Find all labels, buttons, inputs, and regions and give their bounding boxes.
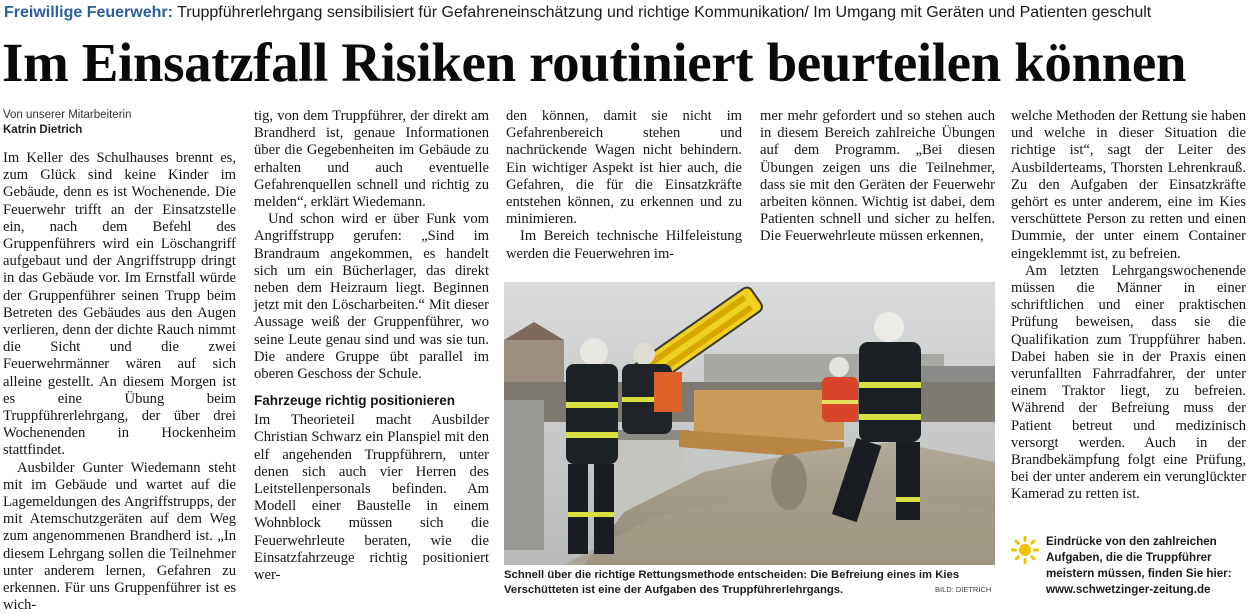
kicker-line xyxy=(4,2,1244,24)
byline-prefix: Von unserer Mitarbeiterin xyxy=(3,109,132,121)
article-column-1 xyxy=(3,108,236,614)
paragraph: Ausbilder Gunter Wiedemann steht mit im Gebäude und wartet auf die Lagemeldungen des Angriffstrupps, der mit Atemschutzgeräten auf dem Weg zum angenommenen Brandherd ist. „In diesem Lehrgang sollen die Teilnehmer unter anderem lernen, Gefahren zu erkennen. Für uns Gruppenführer ist es wich- xyxy=(3,459,236,614)
paragraph: Im Bereich technische Hilfeleistung werden die Feuerwehren im- xyxy=(506,228,742,262)
article-column-3 xyxy=(506,108,742,263)
photo-illustration xyxy=(504,282,995,565)
paragraph: mer mehr gefordert und so stehen auch in diesem Bereich zahlreiche Übungen auf dem Programm. „Bei diesen Übungen zeigen uns die Teilnehmer, dass sie mit den Geräten der Feuerwehr arbeiten können. Wichtig ist dabei, dem Patienten schnell und sicher zu helfen. Die Feuerwehrleute müssen erkennen, xyxy=(760,108,995,245)
article-column-4 xyxy=(760,108,995,246)
promo-line: Aufgaben, die die Truppführer xyxy=(1046,551,1212,564)
paragraph: Am letzten Lehrgangswochenende müssen die Männer in einer schriftlichen und einer praktischen Prüfung beweisen, dass sie die Qualifikation zum Truppführer haben. Dabei haben sie in der Praxis einen verunfallten Fahrradfahrer, der unter einem Traktor liegt, zu befreien. Während der Befreiung muss der Patient betreut und medizinisch versorgt werden. Auch in der Brandbekämpfung folgt eine Prüfung, bei der unter anderem ein verunglückter Kamerad zu retten ist. xyxy=(1011,262,1246,503)
paragraph: den können, damit sie nicht im Gefahrenbereich stehen und nachrückende Wagen nicht behindern. Ein wichtiger Aspekt ist hier auch, die Gefahren, die für die Einsatzkräfte entstehen können, zu erkennen und zu minimieren. xyxy=(506,108,742,228)
article-photo xyxy=(504,282,995,565)
paragraph: Und schon wird er über Funk vom Angriffstrupp gerufen: „Sind im Brandraum angekommen, es handelt sich um ein Bücherlager, das direkt neben dem Heizraum liegt. Beginnen jetzt mit den Löscharbeiten.“ Mit dieser Aussage weiß der Gruppenführer, wo seine Leute genau sind und was sie tun. Die andere Gruppe übt parallel im oberen Geschoss der Schule. xyxy=(254,211,489,383)
sun-icon xyxy=(1011,536,1039,564)
paragraph: welche Methoden der Rettung sie haben und welche in dieser Situation die richtige ist“, sagt der Leiter des Ausbilderteams, Thorsten Lehrenkrauß. Zu den Aufgaben der Einsatzkräfte gehört es unter anderem, eine im Kies verschüttete Person zu retten und einen Dummie, der unter einem Container eingeklemmt ist, zu befreien. xyxy=(1011,108,1246,262)
subheading: Fahrzeuge richtig positionieren xyxy=(254,393,456,409)
promo-line: meistern müssen, finden Sie hier: xyxy=(1046,567,1232,580)
promo-url-link[interactable]: www.schwetzinger-zeitung.de xyxy=(1046,583,1211,596)
photo-caption: Schnell über die richtige Rettungsmethode entscheiden: Die Befreiung eines im Kies Verschütteten ist eine der Aufgaben des Truppführerlehrgangs. xyxy=(504,569,960,596)
promo-line: Eindrücke von den zahlreichen xyxy=(1046,535,1217,548)
kicker-rubric: Freiwillige Feuerwehr: xyxy=(4,4,173,21)
article-column-2 xyxy=(254,108,489,584)
article-column-5 xyxy=(1011,108,1246,504)
paragraph: Im Theorieteil macht Ausbilder Christian Schwarz ein Planspiel mit den elf angehenden Truppführern, unter denen sich auch vier Herren des Leitstellenpersonals befinden. Am Modell einer Baustelle in einem Wohnblock müssen sich die Feuerwehrleute beraten, wie die Einsatzfahrzeuge richtig positioniert wer- xyxy=(254,412,489,584)
paragraph: tig, von dem Truppführer, der direkt am Brandherd ist, genaue Informationen über die Gegebenheiten im Gebäude zu erhalten und auch eventuelle Gefahrenquellen schnell und richtig zu melden“, erklärt Wiedemann. xyxy=(254,108,489,211)
kicker-text: Truppführerlehrgang sensibilisiert für Gefahreneinschätzung und richtige Kommunikation/ Im Umgang mit Geräten und Patienten geschult xyxy=(172,4,1152,21)
headline: Im Einsatzfall Risiken routiniert beurteilen können xyxy=(2,32,1187,93)
byline-author: Katrin Dietrich xyxy=(3,124,83,136)
paragraph: Im Keller des Schulhauses brennt es, zum Glück sind keine Kinder im Gebäude, denn es ist Wochenende. Die Feuerwehr trifft an der Einsatzstelle ein, nach dem Befehl des Gruppenführers wird ein Löschangriff aufgebaut und der Angriffstrupp dringt in das Gebäude vor. Im Ernstfall würde der Gruppenführer seinen Trupp beim Betreten des Gebäudes aus den Augen verlieren, denn der dichte Rauch nimmt die Sicht und die zwei Feuerwehrmänner wären auf sich alleine gestellt. An diesem Morgen ist es eine Übung beim Truppführerlehrgang, der über drei Wochenenden in Hockenheim stattfindet. xyxy=(3,150,236,459)
photo-credit: BILD: DIETRICH xyxy=(935,585,992,594)
